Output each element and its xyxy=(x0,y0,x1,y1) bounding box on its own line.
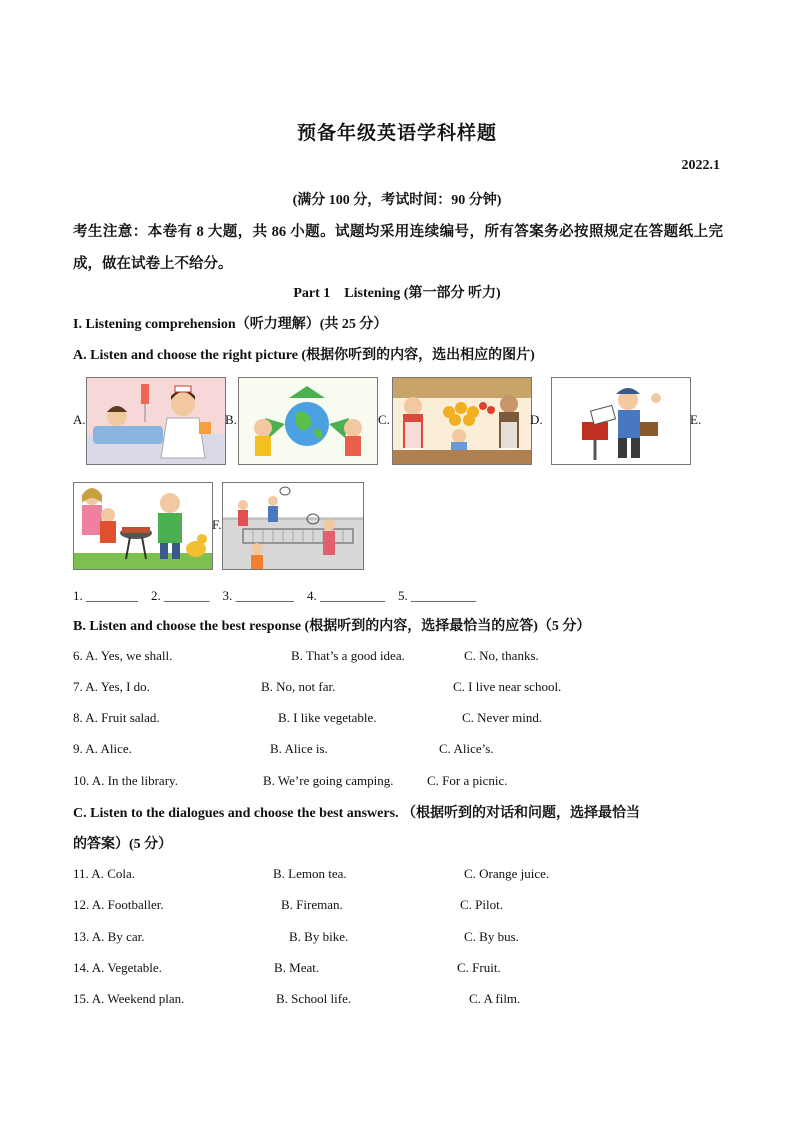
question-7-option-c: C. I live near school. xyxy=(453,679,562,694)
badminton-picture xyxy=(222,482,364,570)
question-12-option-b: B. Fireman. xyxy=(281,897,343,912)
question-10-option-a: 10. A. In the library. xyxy=(73,773,178,788)
question-11-option-b: B. Lemon tea. xyxy=(273,866,347,881)
exam-notice: 考生注意：本卷有 8 大题，共 86 小题。试题均采用连续编号，所有答案务必按照规定在答题纸上完成，做在试卷上不给分。 xyxy=(73,224,723,272)
question-7-option-b: B. No, not far. xyxy=(261,679,336,694)
question-6-option-a: 6. A. Yes, we shall. xyxy=(73,648,173,663)
question-9-option-a: 9. A. Alice. xyxy=(73,741,132,756)
section-heading: I. Listening comprehension（听力理解）(共 25 分） xyxy=(73,317,388,332)
question-8-option-b: B. I like vegetable. xyxy=(278,710,377,725)
family-barbecue-picture xyxy=(73,482,213,570)
question-14-option-a: 14. A. Vegetable. xyxy=(73,960,162,975)
picture-label-b: B. xyxy=(225,412,237,427)
question-8-option-c: C. Never mind. xyxy=(462,710,543,725)
question-9-option-c: C. Alice’s. xyxy=(439,741,494,756)
question-6-option-b: B. That’s a good idea. xyxy=(291,648,405,663)
question-11-option-c: C. Orange juice. xyxy=(464,866,550,881)
question-12-option-a: 12. A. Footballer. xyxy=(73,897,164,912)
part-heading: Part 1 Listening (第一部分 听力) xyxy=(293,286,501,301)
picture-label-e: E. xyxy=(690,412,702,427)
picture-label-f: F. xyxy=(212,517,222,532)
question-8-option-a: 8. A. Fruit salad. xyxy=(73,710,160,725)
picture-label-a: A. xyxy=(73,412,86,427)
picture-label-c: C. xyxy=(378,412,390,427)
postman-picture xyxy=(551,377,691,465)
question-15-option-c: C. A film. xyxy=(469,991,521,1006)
page-title: 预备年级英语学科样题 xyxy=(296,123,497,144)
recycling-earth-picture xyxy=(238,377,378,465)
question-13-option-b: B. By bike. xyxy=(289,929,349,944)
hospital-nurse-picture xyxy=(86,377,226,465)
section-c-heading-continued: 的答案）(5 分） xyxy=(73,837,173,852)
section-c-heading: C. Listen to the dialogues and choose the best answers. （根据听到的对话和问题，选择最恰当 xyxy=(73,806,641,821)
answer-blanks: 1. ________ 2. _______ 3. _________ 4. __________ 5. __________ xyxy=(73,588,476,603)
section-a-heading: A. Listen and choose the right picture (根据你听到的内容，选出相应的图片) xyxy=(73,348,535,363)
exam-subtitle: (满分 100 分，考试时间：90 分钟) xyxy=(292,193,502,208)
question-15-option-b: B. School life. xyxy=(276,991,352,1006)
question-10-option-b: B. We’re going camping. xyxy=(263,773,394,788)
exam-date: 2022.1 xyxy=(681,158,720,173)
question-6-option-c: C. No, thanks. xyxy=(464,648,539,663)
question-14-option-c: C. Fruit. xyxy=(457,960,501,975)
question-10-option-c: C. For a picnic. xyxy=(427,773,508,788)
question-13-option-c: C. By bus. xyxy=(464,929,519,944)
picture-label-d: D. xyxy=(530,412,543,427)
question-9-option-b: B. Alice is. xyxy=(270,741,328,756)
section-b-heading: B. Listen and choose the best response (根据听到的内容，选择最恰当的应答)（5 分） xyxy=(73,619,591,634)
question-13-option-a: 13. A. By car. xyxy=(73,929,145,944)
market-shopping-picture xyxy=(392,377,532,465)
question-14-option-b: B. Meat. xyxy=(274,960,320,975)
question-12-option-c: C. Pilot. xyxy=(460,897,503,912)
question-7-option-a: 7. A. Yes, I do. xyxy=(73,679,150,694)
question-15-option-a: 15. A. Weekend plan. xyxy=(73,991,185,1006)
question-11-option-a: 11. A. Cola. xyxy=(73,866,135,881)
